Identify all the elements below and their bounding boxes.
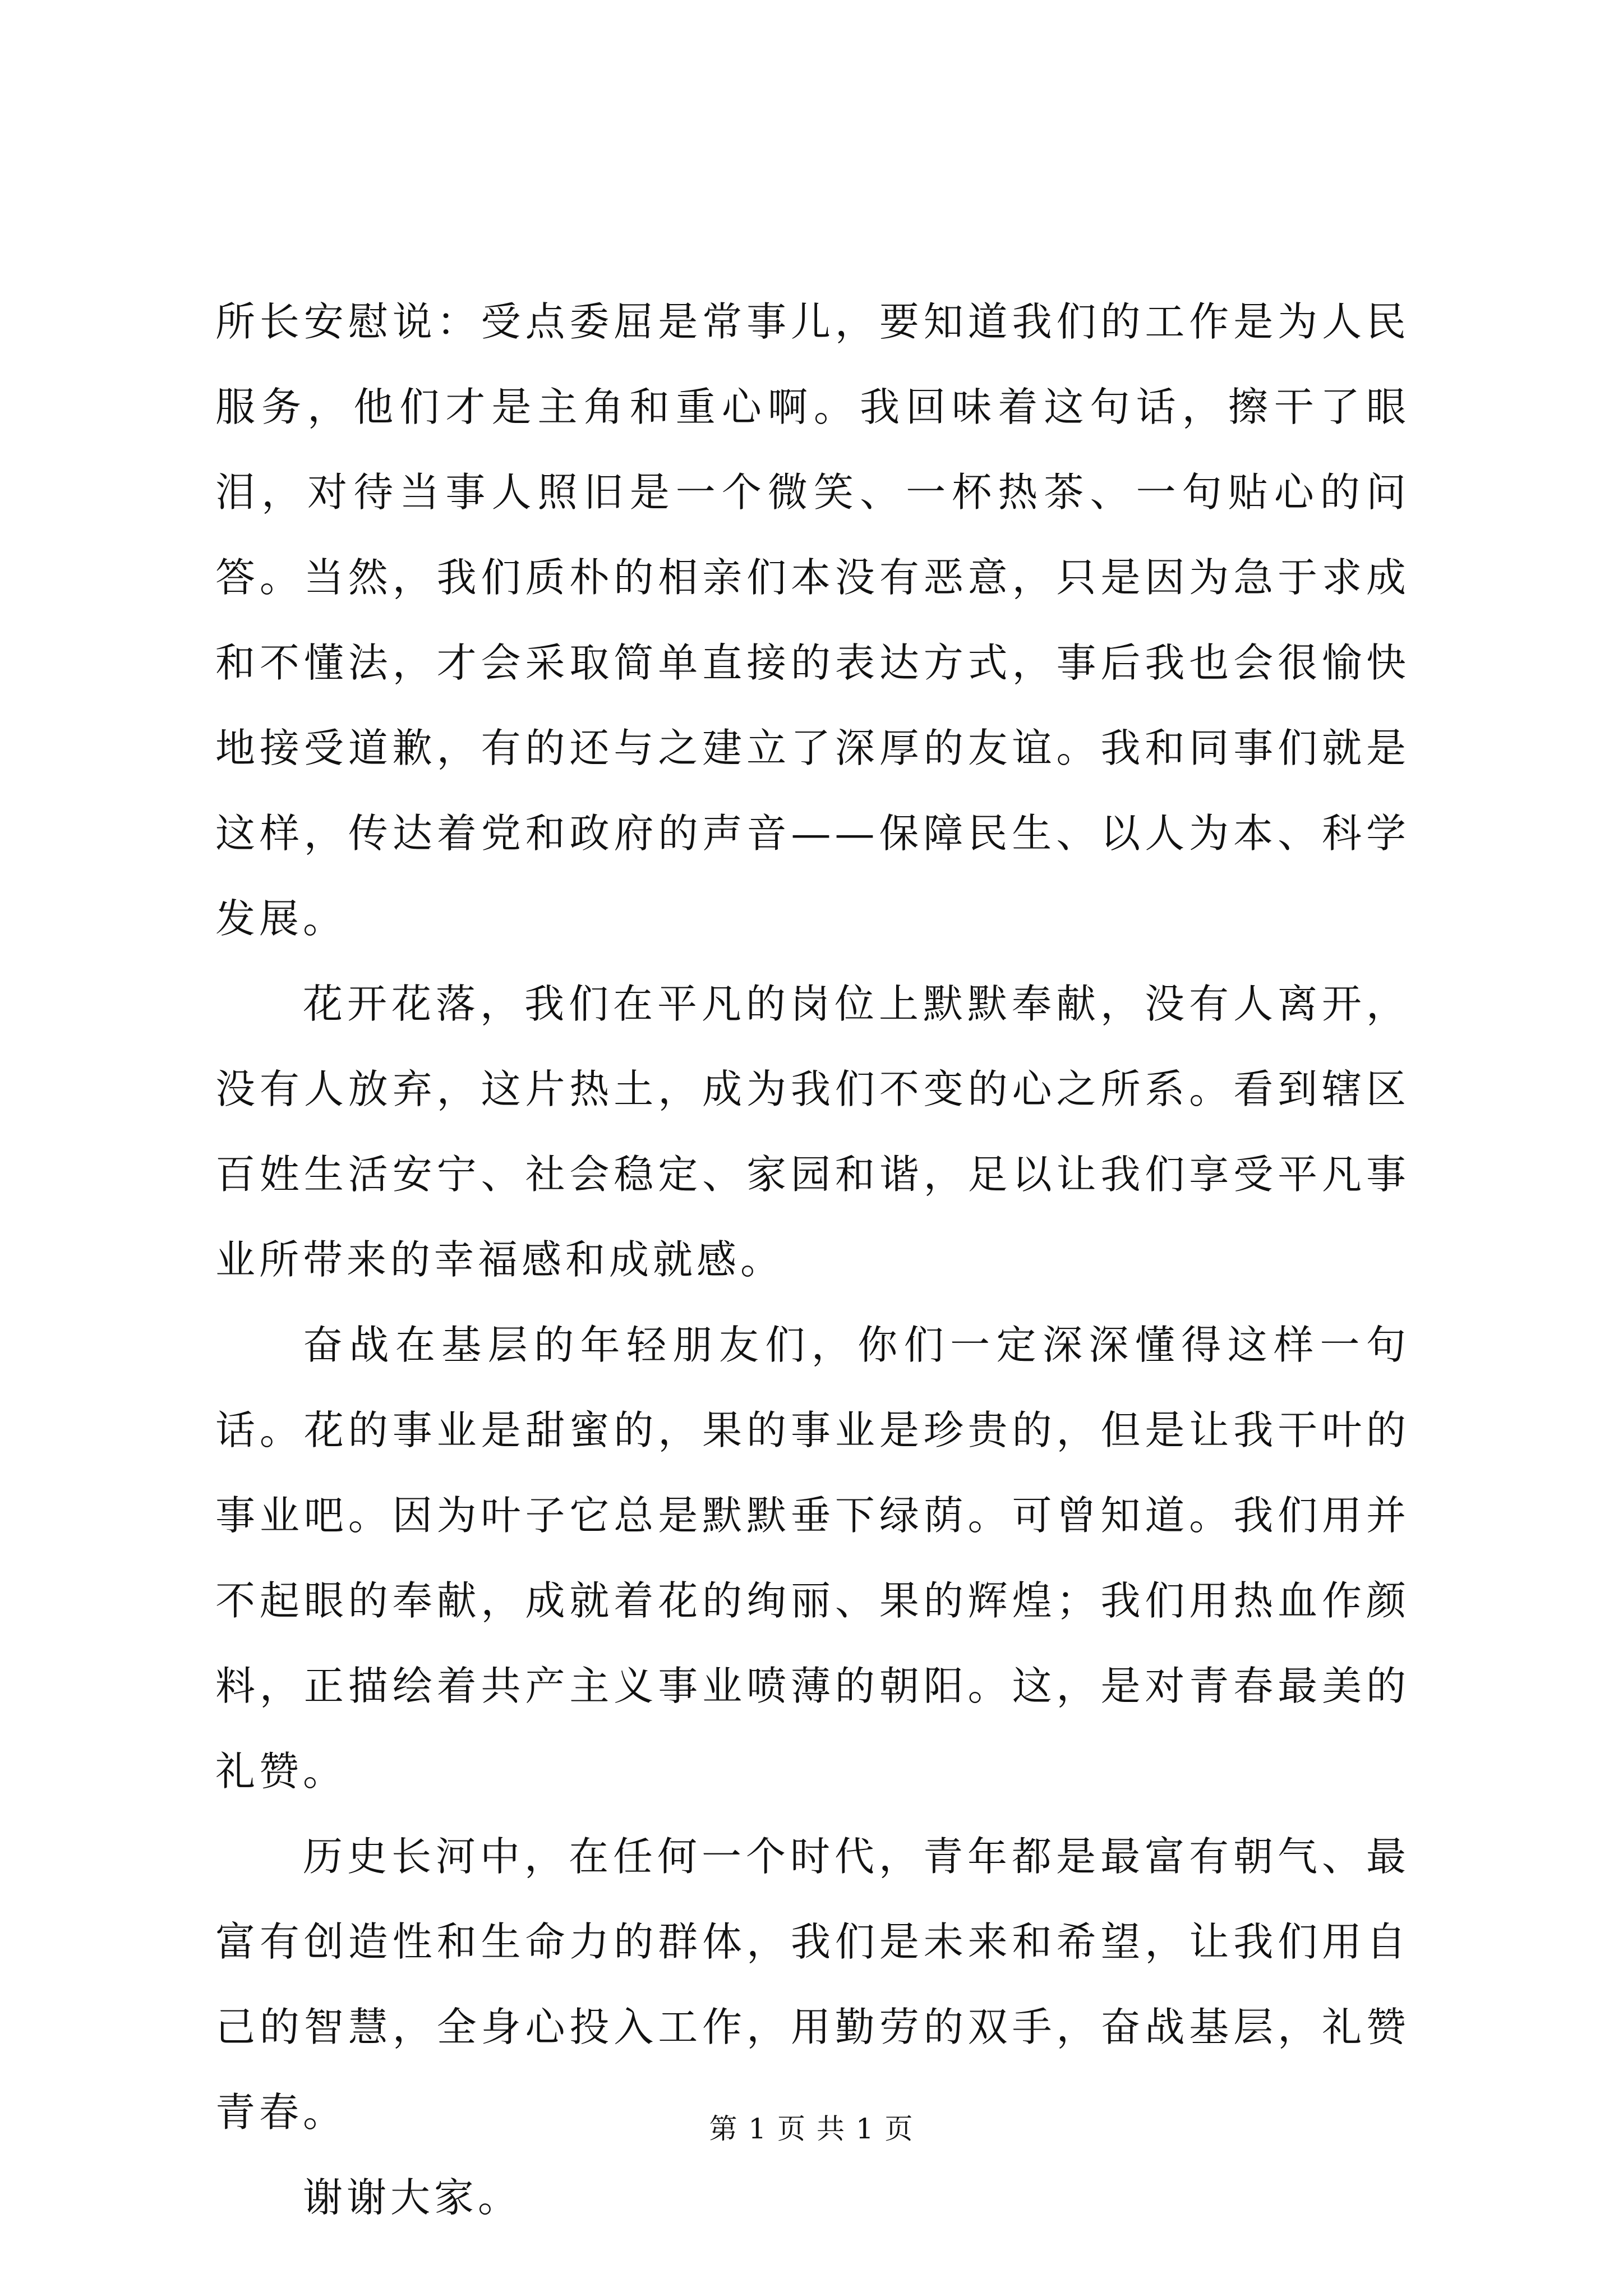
document-body <box>215 279 1410 2240</box>
paragraph: 花开花落，我们在平凡的岗位上默默奉献，没有人离开，没有人放弃，这片热土，成为我们不变的心之所系。看到辖区百姓生活安宁、社会稳定、家园和谐，足以让我们享受平凡事业所带来的幸福感和成就感。 <box>215 981 1410 1283</box>
paragraph: 奋战在基层的年轻朋友们，你们一定深深懂得这样一句话。花的事业是甜蜜的，果的事业是珍贵的，但是让我干叶的事业吧。因为叶子它总是默默垂下绿荫。可曾知道。我们用并不起眼的奉献，成就着花的绚丽、果的辉煌；我们用热血作颜料，正描绘着共产主义事业喷薄的朝阳。这，是对青春最美的礼赞。 <box>215 1322 1410 1795</box>
page-number-footer: 第 1 页 共 1 页 <box>709 2113 914 2145</box>
paragraph: 历史长河中，在任何一个时代，青年都是最富有朝气、最富有创造性和生命力的群体，我们是未来和希望，让我们用自己的智慧，全身心投入工作，用勤劳的双手，奋战基层，礼赞青春。 <box>215 1833 1410 2136</box>
closing-paragraph: 谢谢大家。 <box>303 2174 522 2221</box>
paragraph-continued: 所长安慰说：受点委屈是常事儿，要知道我们的工作是为人民服务，他们才是主角和重心啊。我回味着这句话，擦干了眼泪，对待当事人照旧是一个微笑、一杯热茶、一句贴心的问答。当然，我们质朴的相亲们本没有恶意，只是因为急于求成和不懂法，才会采取简单直接的表达方式，事后我也会很愉快地接受道歉，有的还与之建立了深厚的友谊。我和同事们就是这样，传达着党和政府的声音——保障民生、以人为本、科学发展。 <box>215 298 1410 942</box>
